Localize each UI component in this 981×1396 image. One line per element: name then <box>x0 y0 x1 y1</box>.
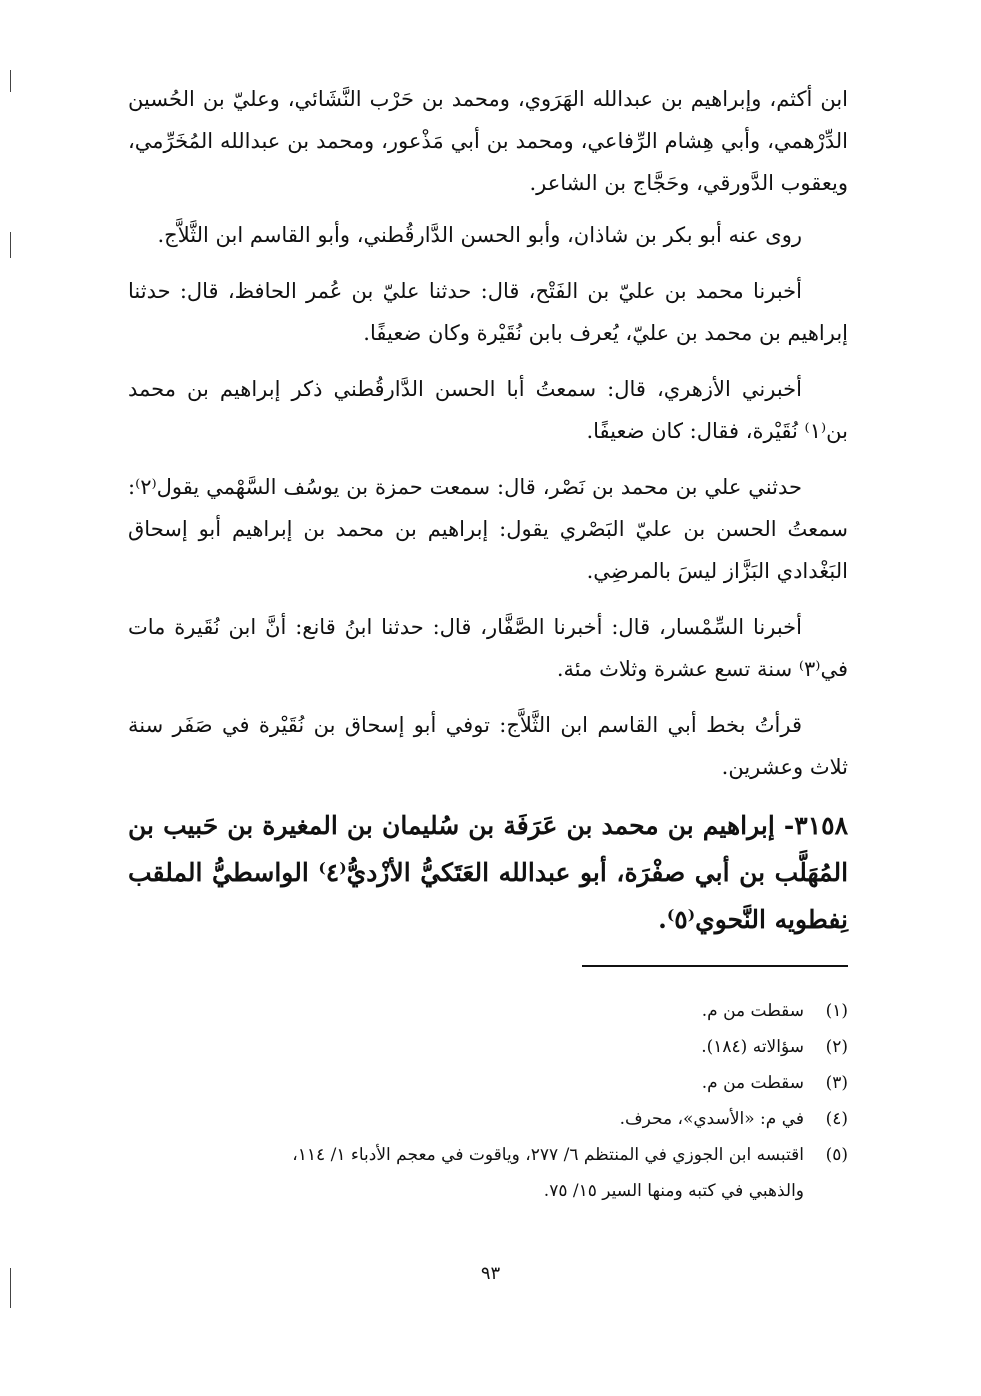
footnote-5 <box>128 1137 848 1209</box>
entry-heading <box>128 802 848 943</box>
paragraph-report-3 <box>128 466 848 592</box>
footnote-number: (٣) <box>825 1073 848 1093</box>
footnotes <box>128 993 848 1209</box>
footnote-1 <box>128 993 848 1029</box>
footnote-text: سقطت من م. <box>701 1001 804 1021</box>
paragraph-text: روى عنه أبو بكر بن شاذان، وأبو الحسن الدَّارقُطني، وأبو القاسم ابن الثَّلاَّج. <box>157 223 802 247</box>
footnote-separator <box>582 965 848 967</box>
scan-edge-mark-top <box>10 70 11 92</box>
footnote-number: (٢) <box>825 1037 848 1057</box>
footnote-number: (٥) <box>825 1145 848 1165</box>
document-page <box>128 78 848 1209</box>
page-number: ٩٣ <box>480 1263 501 1284</box>
footnote-text: اقتبسه ابن الجوزي في المنتظم ٦/ ٢٧٧، وياقوت في معجم الأدباء ١/ ١١٤، <box>292 1145 804 1165</box>
footnote-text: في م: «الأسدي»، محرف. <box>619 1109 804 1129</box>
footnote-text-continued: والذهبي في كتبه ومنها السير ١٥/ ٧٥. <box>543 1181 804 1201</box>
paragraph-report-1 <box>128 270 848 354</box>
footnote-text: سقطت من م. <box>701 1073 804 1093</box>
scan-edge-mark-middle <box>10 232 11 258</box>
entry-title: إبراهيم بن محمد بن عَرَفَة بن سُليمان بن المغيرة بن حَبيب بن المُهَلَّب بن أبي صفْرَة، أبو عبدالله العَتَكيُّ الأزْديُّ⁽٤⁾ الواسطيُّ الملقب نِفطويه النَّحوي⁽٥⁾. <box>128 811 849 934</box>
footnote-number: (١) <box>825 1001 848 1021</box>
paragraph-text: أخبرنا السِّمْسار، قال: أخبرنا الصَّفَّار، قال: حدثنا ابنُ قانع: أنَّ ابن نُقَيرة مات في⁽٣⁾ سنة تسع عشرة وثلاث مئة. <box>128 615 848 681</box>
footnote-text: سؤالاته (١٨٤). <box>701 1037 804 1057</box>
footnote-2 <box>128 1029 848 1065</box>
paragraph-narrators <box>128 214 848 256</box>
paragraph-teachers: ابن أكثم، وإبراهيم بن عبدالله الهَرَوي، ومحمد بن حَرْب النَّشَائي، وعليّ بن الحُسين الدِّرْهمي، وأبي هِشام الرِّفاعي، ومحمد بن أبي مَذْعور، ومحمد بن عبدالله المُخَرِّمي، ويعقوب الدَّورقي، وحَجَّاج بن الشاعر. <box>128 87 848 195</box>
paragraph-text: حدثني علي بن محمد بن نَصْر، قال: سمعت حمزة بن يوسُف السَّهْمي يقول⁽٢⁾: سمعتُ الحسن بن عليّ البَصْري يقول: إبراهيم بن محمد بن إبراهيم أبو إسحاق البَغْدادي البَزَّاز ليسَ بالمرضِي. <box>128 475 848 583</box>
footnote-3 <box>128 1065 848 1101</box>
paragraph-report-5 <box>128 704 848 788</box>
paragraph-text: أخبرني الأزهري، قال: سمعتُ أبا الحسن الدَّارقُطني ذكر إبراهيم بن محمد بن⁽١⁾ نُقَيْرة، فقال: كان ضعيفًا. <box>128 377 848 443</box>
paragraph-text: أخبرنا محمد بن عليّ بن الفَتْح، قال: حدثنا عليّ بن عُمر الحافظ، قال: حدثنا إبراهيم بن محمد بن عليّ، يُعرف بابن نُقَيْرة وكان ضعيفًا. <box>128 279 848 345</box>
paragraph-report-4 <box>128 606 848 690</box>
footnote-number: (٤) <box>825 1109 848 1129</box>
entry-number: ٣١٥٨- <box>783 811 848 840</box>
paragraph-text: قرأتُ بخط أبي القاسم ابن الثَّلاَّج: توفي أبو إسحاق بن نُقَيْرة في صَفَر سنة ثلاث وعشرين. <box>128 713 848 779</box>
footnote-4 <box>128 1101 848 1137</box>
paragraph-report-2 <box>128 368 848 452</box>
